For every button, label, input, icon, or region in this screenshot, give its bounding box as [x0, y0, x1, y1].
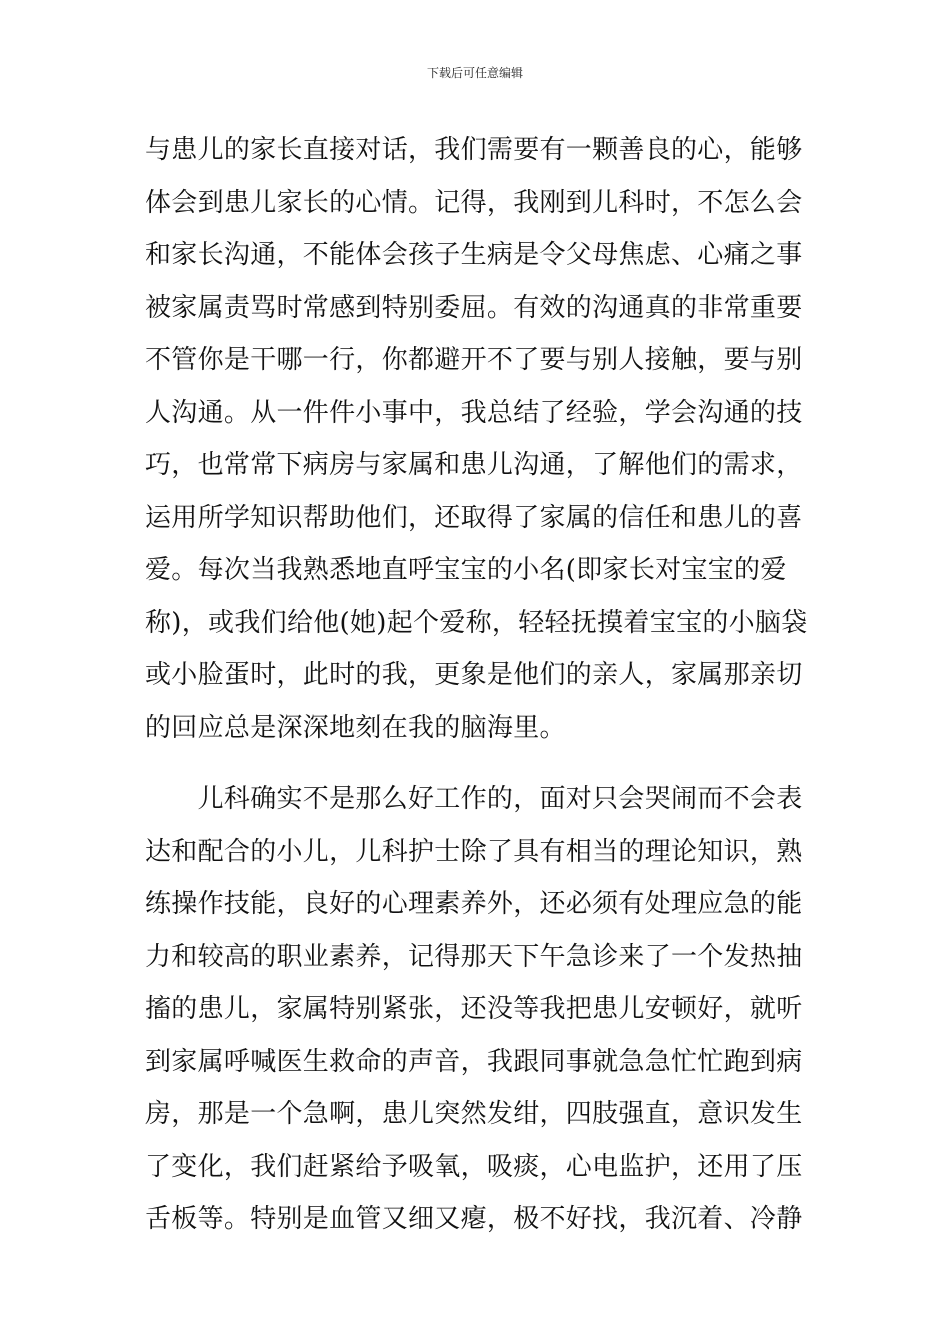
text-line: 运用所学知识帮助他们，还取得了家属的信任和患儿的喜: [145, 502, 803, 533]
paragraph-2: [145, 773, 817, 1246]
page-header-note: 下载后可任意编辑: [426, 66, 523, 80]
text-line: 体会到患儿家长的心情。记得，我刚到儿科时，不怎么会: [145, 187, 803, 218]
text-line: 了变化，我们赶紧给予吸氧，吸痰，心电监护，还用了压: [145, 1151, 803, 1182]
text-line: 和家长沟通，不能体会孩子生病是令父母焦虑、心痛之事: [145, 240, 803, 270]
text-line: 到家属呼喊医生救命的声音，我跟同事就急急忙忙跑到病: [145, 1046, 803, 1077]
text-line: 搐的患儿，家属特别紧张，还没等我把患儿安顿好，就听: [145, 994, 803, 1024]
text-line: 的回应总是深深地刻在我的脑海里。: [145, 712, 566, 743]
text-line: 达和配合的小儿，儿科护士除了具有相当的理论知识，熟: [145, 836, 803, 867]
text-line: 力和较高的职业素养，记得那天下午急诊来了一个发热抽: [145, 941, 803, 972]
text-line: 被家属责骂时常感到特别委屈。有效的沟通真的非常重要: [145, 292, 803, 323]
text-line: 或小脸蛋时，此时的我，更象是他们的亲人，家属那亲切: [145, 660, 803, 690]
text-line: 巧，也常常下病房与家属和患儿沟通，了解他们的需求，: [145, 450, 803, 480]
text-line: 儿科确实不是那么好工作的，面对只会哭闹而不会表: [145, 784, 803, 814]
text-line: 称)，或我们给他(她)起个爱称，轻轻抚摸着宝宝的小脑袋: [145, 607, 808, 638]
text-line: 与患儿的家长直接对话，我们需要有一颗善良的心，能够: [145, 135, 803, 165]
text-line: 不管你是干哪一行，你都避开不了要与别人接触，要与别: [145, 345, 803, 375]
paragraph-1: [145, 124, 817, 754]
text-line: 舌板等。特别是血管又细又瘪，极不好找，我沉着、冷静: [145, 1204, 803, 1234]
text-line: 练操作技能，良好的心理素养外，还必须有处理应急的能: [145, 889, 803, 919]
text-line: 房，那是一个急啊，患儿突然发绀，四肢强直，意识发生: [145, 1099, 803, 1129]
text-line: 爱。每次当我熟悉地直呼宝宝的小名(即家长对宝宝的爱: [145, 555, 787, 585]
text-line: 人沟通。从一件件小事中，我总结了经验，学会沟通的技: [145, 397, 803, 428]
